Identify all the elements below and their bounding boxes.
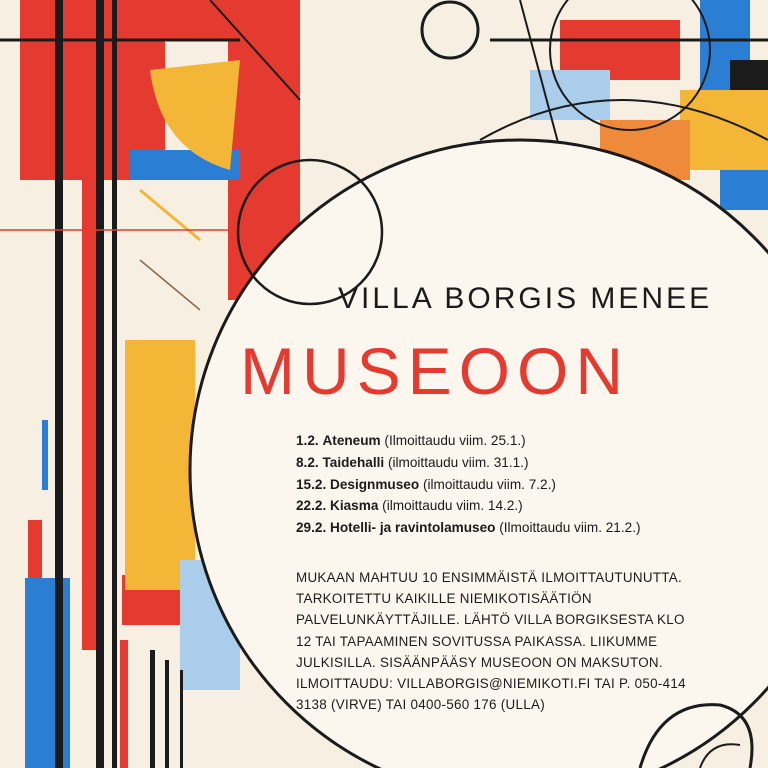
orange-diag: [140, 190, 200, 240]
event-row: [296, 474, 756, 496]
event-row: [296, 452, 756, 474]
blue-block-bottom: [25, 578, 70, 768]
event-note: (Ilmoittaudu viim. 21.2.): [499, 520, 641, 536]
event-date: 1.2.: [296, 433, 319, 448]
event-name: Kiasma: [330, 498, 379, 514]
blue-thin-bar: [42, 420, 48, 490]
event-note: (ilmoittaudu viim. 31.1.): [387, 454, 529, 470]
event-row: [296, 517, 756, 539]
tr-yellow-block: [680, 90, 768, 170]
event-note: (ilmoittaudu viim. 14.2.): [382, 498, 523, 514]
event-date: 22.2.: [296, 498, 327, 514]
black-line-2: [96, 0, 104, 768]
info-line: 12 TAI TAPAAMINEN SOVITUSSA PAIKASSA. LIIKUMME: [296, 633, 658, 649]
event-row: [296, 430, 756, 452]
event-note: (ilmoittaudu viim. 7.2.): [422, 476, 556, 492]
info-line: MUKAAN MAHTUU 10 ENSIMMÄISTÄ ILMOITTAUTUNUTTA.: [296, 570, 683, 585]
event-date: 8.2.: [296, 454, 319, 470]
black-line-6: [180, 670, 183, 768]
event-note: (Ilmoittaudu viim. 25.1.): [384, 433, 526, 448]
info-line: PALVELUNKÄYTTÄJILLE. LÄHTÖ VILLA BORGIKSESTA KLO: [296, 612, 685, 628]
tr-small-circle: [422, 2, 478, 58]
yellow-block: [125, 340, 195, 590]
black-line-3: [112, 0, 117, 768]
info-line: TARKOITETTU KAIKILLE NIEMIKOTISÄÄTIÖN: [296, 591, 592, 607]
event-list: [296, 430, 756, 539]
headline-villa-borgis: VILLA BORGIS MENEE: [338, 282, 713, 315]
event-name: Taidehalli: [322, 454, 385, 470]
event-date: 29.2.: [296, 520, 327, 536]
tr-black-block: [730, 60, 768, 90]
info-line: JULKISILLA. SISÄÄNPÄÄSY MUSEOON ON MAKSUTON.: [296, 654, 663, 670]
event-row: [296, 495, 756, 517]
bottom-right-swirl-2: [700, 744, 740, 768]
info-text: [296, 567, 756, 715]
black-line-4: [150, 650, 155, 768]
info-line: 3138 (VIRVE) TAI 0400-560 176 (ULLA): [296, 697, 545, 713]
event-name: Designmuseo: [330, 476, 420, 492]
black-line-1: [55, 0, 63, 768]
headline-museoon: MUSEOON: [240, 334, 631, 408]
event-name: Hotelli- ja ravintolamuseo: [330, 520, 496, 536]
tr-blue-small: [720, 170, 768, 210]
black-line-5: [165, 660, 169, 768]
event-date: 15.2.: [296, 476, 327, 492]
info-line: ILMOITTAUDU: VILLABORGIS@NIEMIKOTI.FI TAI P. 050-414: [296, 676, 686, 692]
event-name: Ateneum: [322, 433, 381, 448]
thin-line-2: [140, 260, 200, 310]
red-stripe-bottom: [120, 640, 128, 768]
